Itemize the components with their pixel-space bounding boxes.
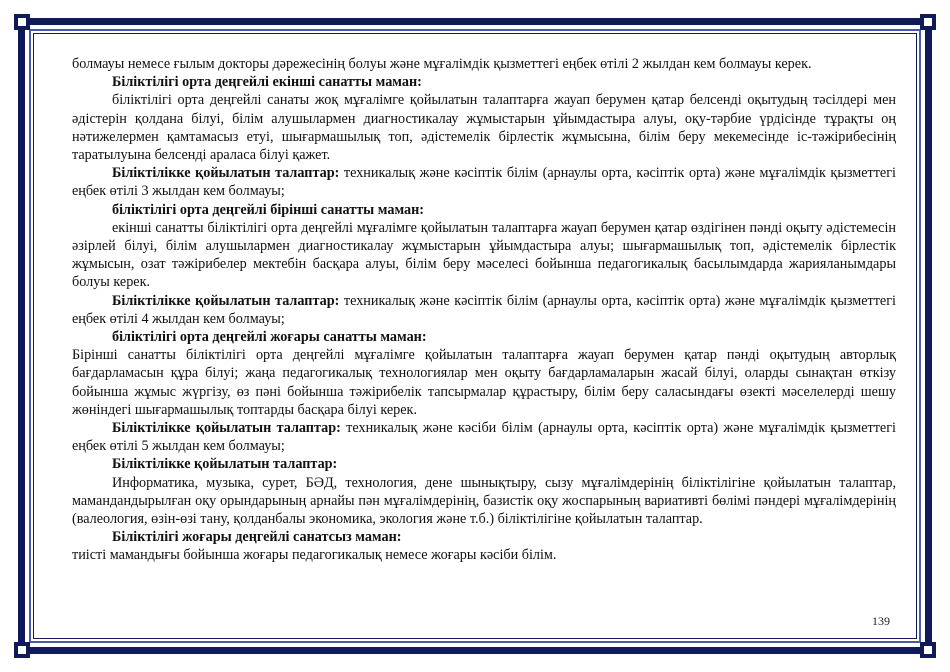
requirement-label: Біліктілікке қойылатын талаптар: (112, 420, 341, 437)
heading-text: Біліктілігі жоғары деңгейлі санатсыз маман: (112, 529, 402, 546)
page-number: 139 (872, 614, 890, 628)
body-paragraph: Бірінші санатты біліктілігі орта деңгейлі мұғалімге қойылатын талаптарға жауап берумен қатар пәнді оқытудың авторлық бағдарламасын құра білуі; жаңа педагогикалық технологиялар мен оқыту бағдарламаларын жасай білуі, оларды сынақтан өткізу бойынша жұмыс жүргізу, өз пәні бойынша тәжірибелік тапсырмалар құрастыру, білім беру саласындағы өзекті мәселелерді шешу жөніндегі шығармашылық топтарды басқара білуі керек. (72, 347, 896, 418)
heading-text: біліктілігі орта деңгейлі бірінші санатты маман: (112, 201, 425, 218)
heading-text: біліктілігі орта деңгейлі жоғары санатты маман: (112, 329, 427, 346)
body-paragraph: екінші санатты біліктілігі орта деңгейлі мұғалімге қойылатын талаптарға жауап берумен қатар өздігінен пәнді оқыту әдістемесін әзірлей білуі, білім алушылармен диагностикалау жұмыстарын ұйымдастыра алуы; шығармашылық топ, әдістемелік бірлестік жұмысын, озат тәжірибелер мектебін басқара алуы, білім беру мәселесі бойынша педагогикалық басылымдарда жарияланымдары болуы керек. (72, 219, 896, 291)
document-body (72, 55, 896, 565)
corner-ornament-bottom-right (920, 642, 936, 658)
section-heading (72, 455, 896, 473)
section-heading (72, 328, 896, 346)
body-paragraph: болмауы немесе ғылым докторы дәрежесінің болуы және мұғалімдік қызметтегі еңбек өтілі 2 жылдан кем болмауы керек. (72, 56, 812, 72)
requirement-label: Біліктілікке қойылатын талаптар: (112, 165, 340, 182)
requirement-text: техникалық және кәсіби білім (арнаулы орта, кәсіптік орта) және мұғалімдік қызметтегі еңбек өтілі 5 жылдан кем болмауы; (72, 420, 896, 455)
section-heading (72, 201, 896, 219)
requirement-label: Біліктілікке қойылатын талаптар: (112, 292, 340, 309)
body-paragraph: тиісті мамандығы бойынша жоғары педагогикалық немесе жоғары кәсіби білім. (72, 547, 557, 564)
heading-text: Біліктілігі орта деңгейлі екінші санатты маман: (112, 74, 422, 91)
heading-text: Біліктілікке қойылатын талаптар: (112, 456, 338, 473)
requirement-paragraph (72, 419, 896, 455)
corner-ornament-top-right (920, 14, 936, 30)
requirement-paragraph (72, 292, 896, 328)
corner-ornament-bottom-left (14, 642, 30, 658)
corner-ornament-top-left (14, 14, 30, 30)
requirement-text: техникалық және кәсіптік білім (арнаулы орта, кәсіптік орта) және мұғалімдік қызметтегі еңбек өтілі 3 жылдан кем болмауы; (72, 165, 896, 200)
body-paragraph: біліктілігі орта деңгейлі санаты жоқ мұғалімге қойылатын талаптарға жауап берумен қатар белсенді оқытудың тәсілдері мен әдістерін қолдана білуі, білім алушылармен диагностикалау жұмыстарын ұйымдастыра алуы, оқу-тәрбие үрдісінде тұрақты оң нәтижелермен қамтамасыз етуі, шығармашылық топ, әдістемелік бірлестік жұмысына, білім беру мекемесінде іс-тәжірибесінің таратылуына белсенді араласа білуі қажет. (72, 92, 896, 164)
requirement-paragraph (72, 164, 896, 200)
requirement-text: техникалық және кәсіптік білім (арнаулы орта, кәсіптік орта) және мұғалімдік қызметтегі еңбек өтілі 4 жылдан кем болмауы; (72, 292, 896, 327)
body-paragraph: Информатика, музыка, сурет, БӘД, технология, дене шынықтыру, сызу мұғалімдерінің біліктілігіне қойылатын талаптар, мамандандырылған оқу орындарының арнайы пән мұғалімдерінің, базистік оқу жоспарының вариативті бөлімі пәндері мұғалімдерінің (валеология, өзін-өзі тану, қолданбалы экономика, экология және т.б.) біліктілігіне қойылатын талаптар. (72, 474, 896, 528)
section-heading (72, 73, 896, 91)
section-heading (72, 528, 896, 546)
